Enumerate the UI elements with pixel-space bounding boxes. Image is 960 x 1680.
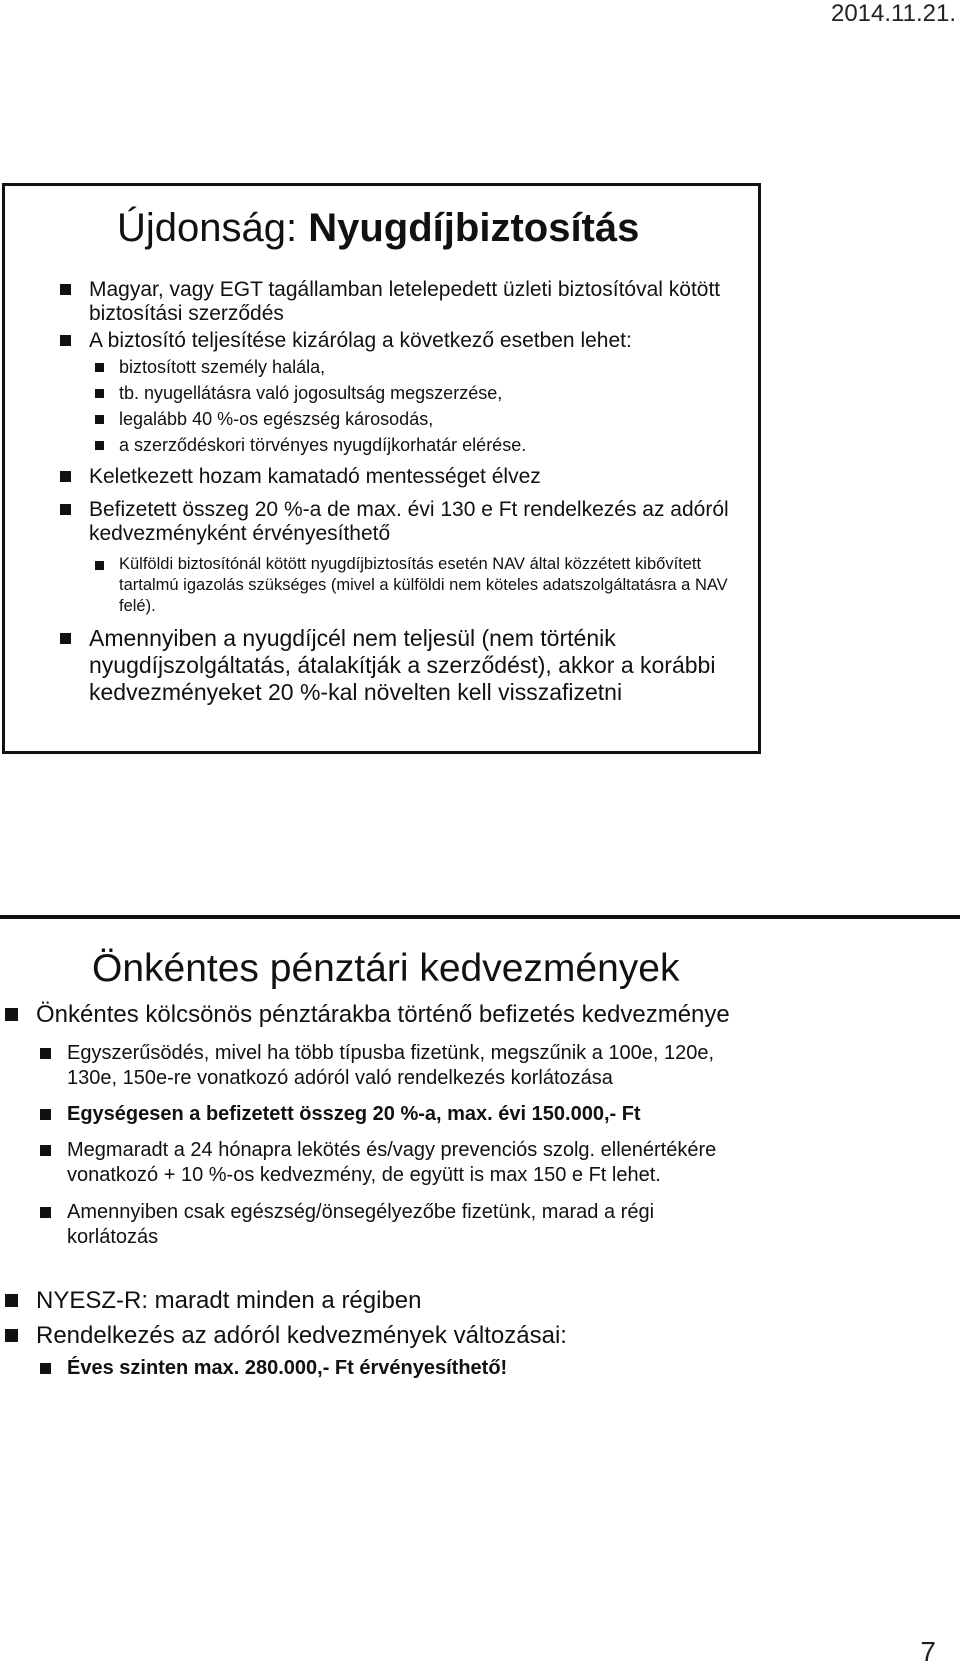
square-bullet-icon: [60, 471, 71, 482]
bullet-item: Magyar, vagy EGT tagállamban letelepedett üzleti biztosítóval kötött biztosítási szerződés: [89, 278, 749, 326]
bullet-item: Rendelkezés az adóról kedvezmények változásai:: [36, 1321, 936, 1350]
bullet-list: [89, 278, 749, 706]
sub-bullet-item: biztosított személy halála,: [119, 356, 749, 379]
bullet-item: Amennyiben a nyugdíjcél nem teljesül (nem történik nyugdíjszolgáltatás, átalakítják a szerződést), akkor a korábbi kedvezményeket 20 %-kal növelten kell visszafizetni: [89, 625, 749, 706]
square-bullet-icon: [60, 284, 71, 295]
header-date: 2014.11.21.: [830, 0, 956, 27]
square-bullet-icon: [40, 1145, 51, 1156]
sub-bullet-item: Egységesen a befizetett összeg 20 %-a, max. évi 150.000,- Ft: [67, 1102, 936, 1127]
sub-bullet-item: Amennyiben csak egészség/önsegélyezőbe fizetünk, marad a régi korlátozás: [67, 1200, 727, 1250]
square-bullet-icon: [60, 633, 71, 644]
slide-title-regular: Újdonság:: [117, 206, 309, 250]
square-bullet-icon: [95, 389, 104, 398]
square-bullet-icon: [95, 441, 104, 450]
slide-nyugdijbiztositas: [2, 183, 761, 754]
bullet-item: A biztosító teljesítése kizárólag a következő esetben lehet:: [89, 329, 749, 353]
bullet-item: Önkéntes kölcsönös pénztárakba történő befizetés kedvezménye: [36, 1000, 936, 1029]
slide-title: [117, 206, 639, 251]
square-bullet-icon: [95, 415, 104, 424]
bullet-item: Befizetett összeg 20 %-a de max. évi 130 e Ft rendelkezés az adóról kedvezményként érvényesíthető: [89, 498, 749, 546]
bullet-list: [36, 1000, 936, 1381]
slide-onkentes-penztari: [0, 915, 960, 1655]
slide-title: Önkéntes pénztári kedvezmények: [92, 947, 680, 990]
square-bullet-icon: [40, 1363, 51, 1374]
square-bullet-icon: [5, 1329, 18, 1342]
sub-bullet-item: Egyszerűsödés, mivel ha több típusba fizetünk, megszűnik a 100e, 120e, 130e, 150e-re vonatkozó adóról való rendelkezés korlátozása: [67, 1041, 727, 1091]
sub-bullet-item: tb. nyugellátásra való jogosultság megszerzése,: [119, 382, 749, 405]
sub-bullet-item: Megmaradt a 24 hónapra lekötés és/vagy prevenciós szolg. ellenértékére vonatkozó + 10 %-os kedvezmény, de együtt is max 150 e Ft lehet.: [67, 1138, 727, 1188]
sub-bullet-item: Külföldi biztosítónál kötött nyugdíjbiztosítás esetén NAV által közzétett kibővített tartalmú igazolás szükséges (mivel a külföldi nem köteles adatszolgáltatásra a NAV felé).: [119, 554, 749, 617]
square-bullet-icon: [60, 335, 71, 346]
sub-bullet-item: legalább 40 %-os egészség károsodás,: [119, 408, 749, 431]
bullet-item: NYESZ-R: maradt minden a régiben: [36, 1286, 936, 1315]
page-number: 7: [920, 1636, 936, 1667]
square-bullet-icon: [95, 561, 104, 570]
bullet-item: Keletkezett hozam kamatadó mentességet élvez: [89, 465, 749, 489]
square-bullet-icon: [40, 1048, 51, 1059]
square-bullet-icon: [5, 1008, 18, 1021]
square-bullet-icon: [95, 363, 104, 372]
sub-bullet-item: Éves szinten max. 280.000,- Ft érvényesíthető!: [67, 1356, 936, 1381]
slide-top-border: [0, 915, 960, 919]
square-bullet-icon: [40, 1207, 51, 1218]
slide-title-bold: Nyugdíjbiztosítás: [308, 206, 640, 250]
square-bullet-icon: [60, 504, 71, 515]
square-bullet-icon: [5, 1294, 18, 1307]
square-bullet-icon: [40, 1109, 51, 1120]
sub-bullet-item: a szerződéskori törvényes nyugdíjkorhatár elérése.: [119, 434, 749, 457]
